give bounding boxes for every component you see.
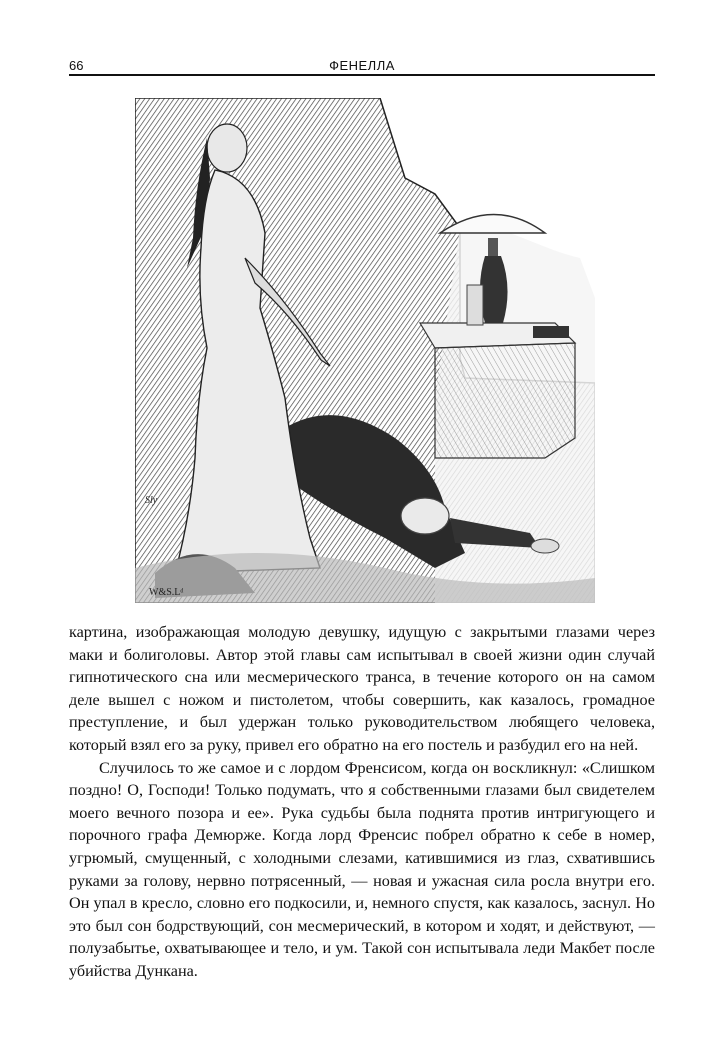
paragraph-2: Случилось то же самое и с лордом Френсисом, когда он воскликнул: «Слишком поздно! О, Господи! Только подумать, что я собственными глазами был свидетелем моего вечного позора и ее». Рука судьбы была поднята против интригующего и порочного графа Демюрже. Когда лорд Френсис побрел обратно к себе в номер, угрюмый, смущенный, с холодными слезами, катившимися из глаз, схватившись руками за голову, нервно потрясенный, — новая и ужасная сила росла внутри его. Он упал в кресло, словно его подкосили, и, немного спустя, как казалось, заснул. Но это был сон бодрствующий, сон месмерический, в котором и ходят, и действуют, — полузабытье, охватывающее и тело, и ум. Такой сон испытывала леди Макбет после убийства Дункана. — [69, 758, 655, 980]
illustration-scene — [135, 98, 595, 603]
running-header — [69, 58, 655, 76]
engraving-illustration — [135, 98, 595, 603]
artist-signature: Sly — [145, 495, 158, 506]
body-text — [69, 621, 655, 983]
page-number: 66 — [69, 58, 84, 73]
engraver-signature: W&S.Lᵈ — [149, 587, 184, 598]
running-title: ФЕНЕЛЛА — [329, 58, 395, 73]
paragraph-1: картина, изображающая молодую девушку, идущую с закрытыми глазами через маки и болиголовы. Автор этой главы сам испытывал в своей жизни один случай гипнотического сна или месмерического транса, в течение которого он на самом деле вышел с ножом и пистолетом, чтобы совершить, как казалось, громадное преступление, и был удержан только руководительством любящего человека, который взял его за руку, привел его обратно на его постель и разбудил его на ней. — [69, 623, 655, 754]
